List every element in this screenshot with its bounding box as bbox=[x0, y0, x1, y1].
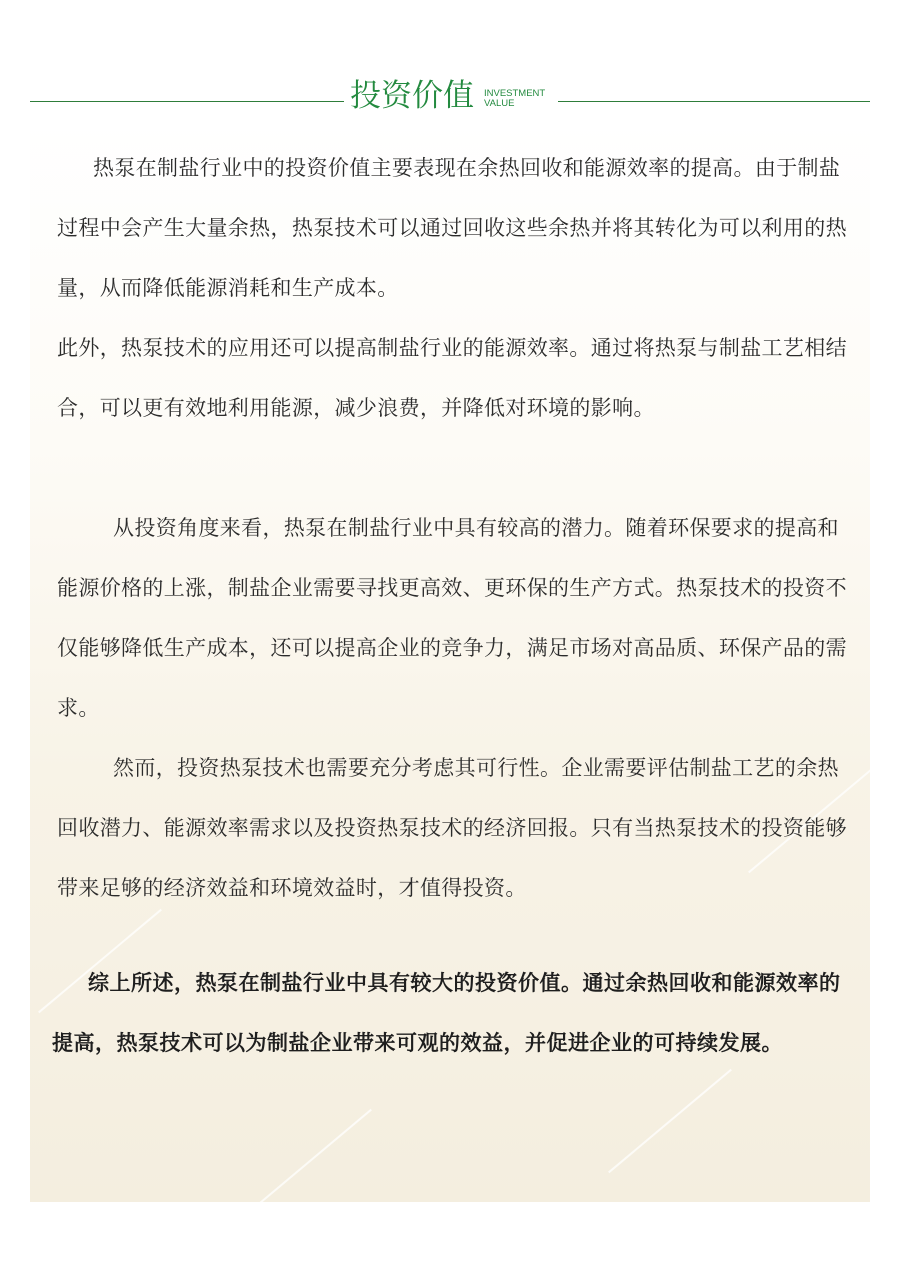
paragraph-waste-heat: 热泵在制盐行业中的投资价值主要表现在余热回收和能源效率的提高。由于制盐过程中会产生大量余热，热泵技术可以通过回收这些余热并将其转化为可以利用的热量，从而降低能源消耗和生产成本。 bbox=[57, 156, 847, 300]
paragraph-energy-efficiency: 此外，热泵技术的应用还可以提高制盐行业的能源效率。通过将热泵与制盐工艺相结合，可以更有效地利用能源，减少浪费，并降低对环境的影响。 bbox=[57, 336, 847, 420]
section-subtitle bbox=[484, 89, 545, 109]
decorative-stroke bbox=[248, 1109, 372, 1202]
header-rule-right bbox=[558, 101, 870, 102]
paragraph-feasibility: 然而，投资热泵技术也需要充分考虑其可行性。企业需要评估制盐工艺的余热回收潜力、能源效率需求以及投资热泵技术的经济回报。只有当热泵技术的投资能够带来足够的经济效益和环境效益时，才值得投资。 bbox=[57, 756, 847, 900]
section-subtitle-line1: INVESTMENT bbox=[484, 88, 546, 99]
section-subtitle-line2: VALUE bbox=[484, 98, 515, 109]
paragraph-investment-potential: 从投资角度来看，热泵在制盐行业中具有较高的潜力。随着环保要求的提高和能源价格的上涨，制盐企业需要寻找更高效、更环保的生产方式。热泵技术的投资不仅能够降低生产成本，还可以提高企业的竞争力，满足市场对高品质、环保产品的需求。 bbox=[57, 516, 847, 720]
decorative-stroke bbox=[608, 1069, 732, 1173]
conclusion-paragraph: 综上所述，热泵在制盐行业中具有较大的投资价值。通过余热回收和能源效率的提高，热泵技术可以为制盐企业带来可观的效益，并促进企业的可持续发展。 bbox=[52, 971, 841, 1055]
section-title: 投资价值 bbox=[350, 78, 474, 114]
header-rule-left bbox=[30, 101, 344, 102]
